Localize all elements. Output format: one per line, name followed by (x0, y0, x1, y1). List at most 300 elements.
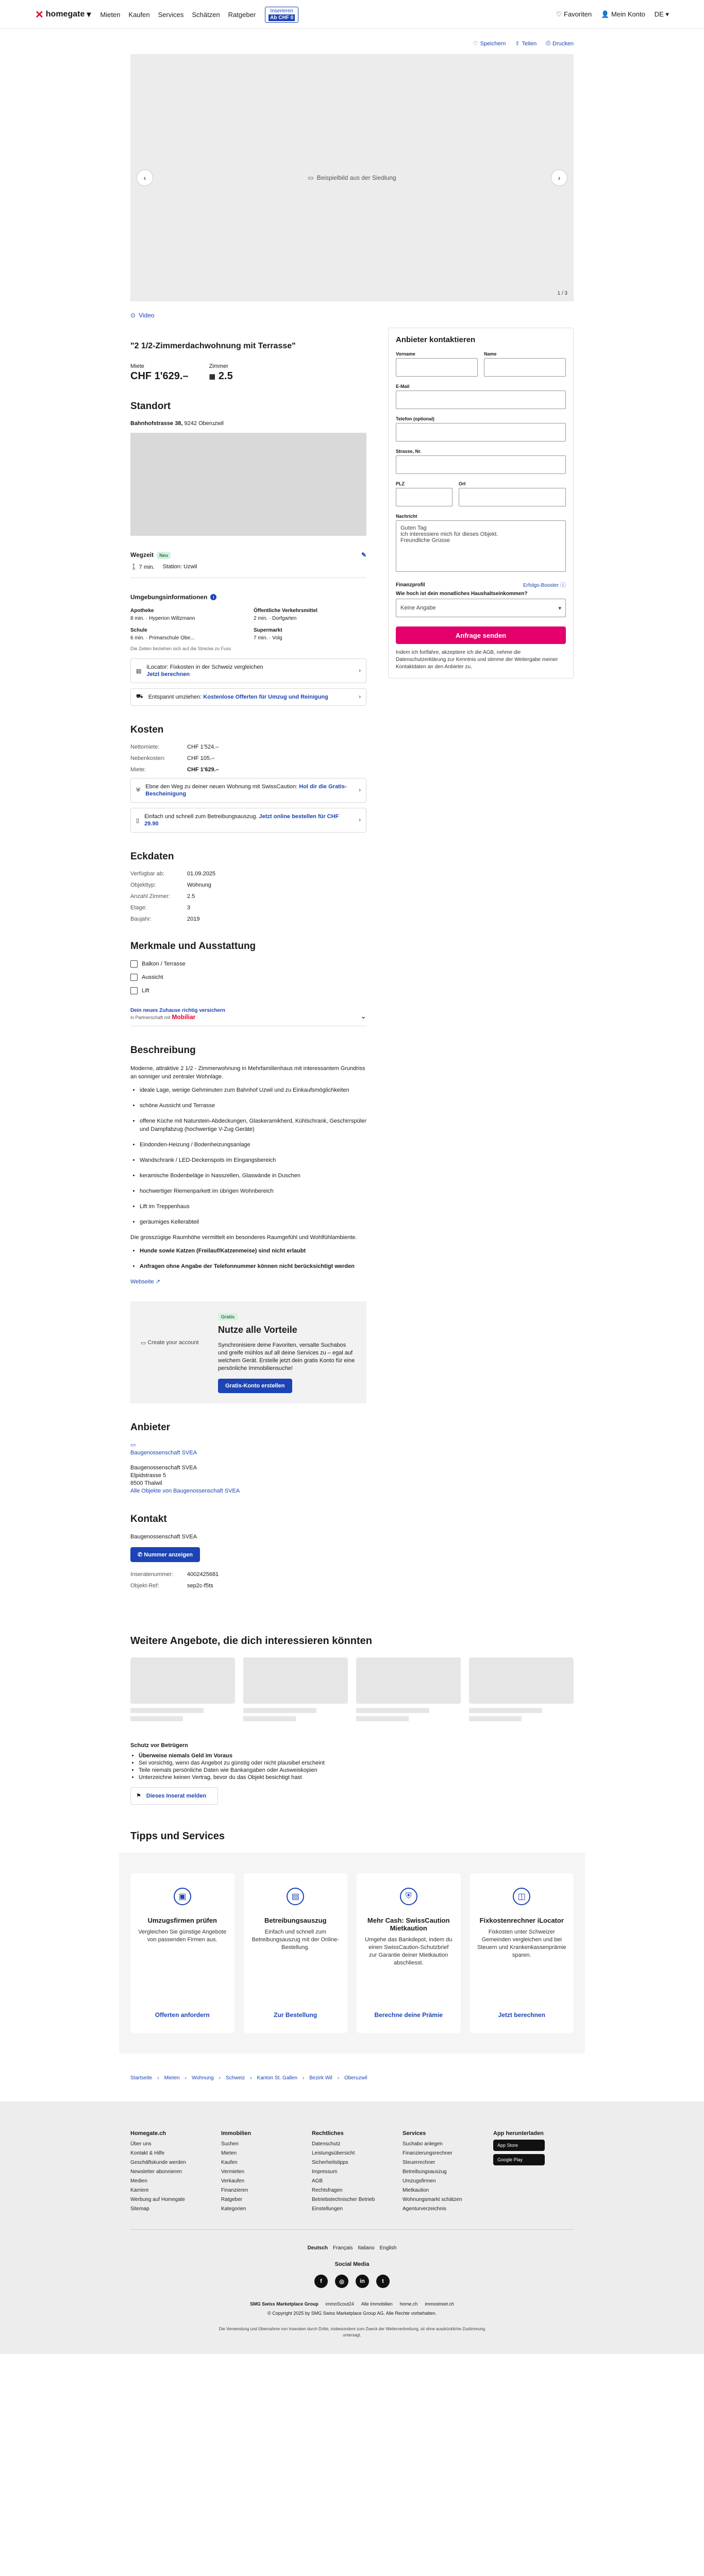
detail-value: 2.5 (187, 893, 195, 900)
footer-partner-link[interactable]: home.ch (399, 2301, 418, 2307)
footer-link[interactable]: Sicherheitstipps (312, 2160, 348, 2165)
commute-time: 🚶 7 min. (130, 564, 155, 570)
site-header (0, 0, 704, 29)
features-heading: Merkmale und Ausstattung (130, 941, 256, 952)
costs-heading: Kosten (130, 724, 164, 735)
image-gallery[interactable] (130, 54, 574, 301)
commute-station: Station: Uzwil (162, 564, 197, 570)
ad-number: 4002425681 (187, 1571, 219, 1578)
gallery-alt-text: Beispielbild aus der Siedlung (316, 174, 396, 181)
flag-icon: ⚑ (136, 1793, 141, 1799)
description-bullet: • ideale Lage, wenige Gehminuten zum Bahnhof Uzwil und zu Einkaufsmöglichkeiten (140, 1086, 366, 1094)
rent-value: CHF 1'629.– (130, 370, 189, 382)
provider-street: Elpidstrasse 5 (130, 1472, 166, 1479)
env-label: Apotheke (130, 608, 154, 614)
insurance-link[interactable]: Dein neues Zuhause richtig versichern (130, 1008, 225, 1013)
document-icon: ▯ (136, 817, 140, 824)
broken-image-icon: ▭ (308, 174, 314, 181)
footer-column (221, 2130, 301, 2214)
view-icon (130, 974, 138, 981)
show-number-label: Nummer anzeigen (144, 1552, 193, 1558)
cost-value: CHF 1'629.– (187, 767, 219, 773)
breadcrumb-item[interactable]: Startseite (130, 2075, 153, 2081)
contact-form (388, 328, 574, 679)
appstore-badge[interactable]: App Store (493, 2140, 545, 2151)
reference-table (130, 1571, 366, 1589)
env-item (254, 628, 366, 641)
rooms-label: Zimmer (209, 363, 228, 369)
breadcrumb-item[interactable]: Oberuzwil (344, 2075, 367, 2081)
tip-text: Einfach und schnell zum Betreibungsauszug mit der Online-Bestellung. (252, 1929, 339, 1951)
detail-key: Etage: (130, 905, 147, 911)
cost-value: CHF 105.– (187, 755, 215, 761)
income-selected: Keine Angabe (400, 605, 436, 611)
footer-link[interactable]: Suchen (221, 2141, 239, 2147)
scam-tip: • Überweise niemals Geld im Voraus (139, 1752, 366, 1759)
ilocator-card[interactable] (130, 658, 366, 683)
contact-name: Baugenossenschaft SVEA (130, 1534, 197, 1540)
truck-icon: ⛟ (136, 693, 143, 700)
tip-card (130, 1873, 234, 2033)
listing-actions (130, 29, 574, 54)
footer-link[interactable]: Sitemap (130, 2206, 149, 2212)
costs-table (130, 744, 366, 773)
favorites-label: Favoriten (564, 10, 592, 18)
scam-protection (130, 1742, 366, 1805)
language-option[interactable]: English (379, 2245, 397, 2251)
footer-link[interactable]: Betriebstechnischer Betrieb (312, 2197, 375, 2202)
chevron-down-icon: ▾ (558, 605, 561, 612)
description-intro: Moderne, attraktive 2 1/2 - Zimmerwohnung in Mehrfamilienhaus mit interessantem Grundriss an sonniger und zentraler Wohnlage. (130, 1065, 365, 1080)
create-account-button[interactable]: Gratis-Konto erstellen (218, 1379, 292, 1393)
footer-link[interactable]: Steuerrechner (403, 2160, 435, 2165)
gallery-prev-button[interactable]: ‹ (137, 170, 153, 186)
footer-link[interactable]: Betreibungsauszug (403, 2169, 447, 2175)
printer-icon: ⎙ (546, 40, 551, 46)
heart-icon: ♡ (473, 41, 478, 47)
footer-link[interactable]: Kaufen (221, 2160, 238, 2165)
debt-extract-card[interactable] (130, 808, 366, 833)
tip-link[interactable]: Jetzt berechnen (498, 2011, 545, 2019)
footer-link[interactable]: Suchabo anlegen (403, 2141, 443, 2147)
moving-card[interactable] (130, 688, 366, 706)
rooms-value: 2.5 (218, 370, 233, 382)
message-textarea[interactable] (396, 520, 566, 572)
partner-text: in Partnerschaft mit (130, 1015, 171, 1020)
offer-placeholder[interactable] (243, 1657, 348, 1724)
gallery-counter: 1 / 3 (557, 291, 567, 296)
city-input[interactable] (459, 488, 566, 506)
address-street: Bahnhofstrasse 38, (130, 420, 183, 427)
nav-kaufen[interactable]: Kaufen (128, 10, 150, 19)
breadcrumb-item[interactable]: Kanton St. Gallen (257, 2075, 297, 2081)
gallery-next-button[interactable]: › (551, 170, 567, 186)
report-label: Dieses Inserat melden (146, 1793, 207, 1799)
social-icon[interactable]: in (356, 2275, 369, 2288)
cta-text: Synchronisiere deine Favoriten, versalte Suchabos und greife mühlos auf all deine Services zu – egal auf welchem Gerät. Erstelle jetzt dein gratis Konto für eine persönliche Immobiliensuche! (218, 1342, 355, 1371)
breadcrumb-item[interactable]: Mieten (164, 2075, 180, 2081)
firstname-label: Vorname (396, 351, 415, 357)
tip-title: Umzugsfirmen prüfen (147, 1917, 217, 1924)
footer-column (493, 2130, 574, 2214)
language-label: DE (654, 10, 664, 18)
footer-link[interactable]: Einstellungen (312, 2206, 343, 2212)
card-text: Einfach und schnell zum Betreibungsauszug. (144, 814, 258, 820)
provider-block (130, 1442, 366, 1495)
street-input[interactable] (396, 455, 566, 474)
tip-link[interactable]: Zur Bestellung (274, 2011, 317, 2019)
env-item (254, 608, 366, 621)
footer-link[interactable]: Newsletter abonnieren (130, 2169, 182, 2175)
gallery-image (308, 174, 396, 181)
detail-key: Verfügbar ab: (130, 871, 165, 877)
message-label: Nachricht (396, 514, 417, 519)
provider-city: 8500 Thalwil (130, 1480, 162, 1486)
env-value: 8 min. · Hyperion Wiltzmann (130, 616, 195, 621)
chevron-right-icon: › (359, 668, 361, 674)
environment-note: Die Zeiten beziehen sich auf die Strecke zu Fuss (130, 646, 231, 651)
footer-link[interactable]: Agenturverzeichnis (403, 2206, 447, 2212)
location-map[interactable] (130, 433, 366, 536)
tip-text: Vergleichen Sie günstige Angebote von passenden Firmen aus. (138, 1929, 227, 1943)
footer-column (130, 2130, 211, 2214)
footer-link[interactable]: Leistungsübersicht (312, 2150, 355, 2156)
account-cta-image (141, 1312, 203, 1374)
feature-item (130, 960, 366, 968)
card-link[interactable]: Jetzt online bestellen für CHF 29.90 (144, 814, 339, 827)
contact-heading: Kontakt (130, 1514, 167, 1524)
social-icons (0, 2275, 704, 2288)
logo-text: homegate (45, 10, 85, 19)
environment-grid (130, 608, 366, 641)
feature-item (130, 987, 366, 994)
footer-links (0, 2301, 704, 2307)
tip-card (244, 1873, 348, 2033)
zip-label: PLZ (396, 481, 405, 486)
description-bullet: • Wandschrank / LED-Deckenspots im Eingangsbereich (140, 1156, 366, 1164)
breadcrumb-item[interactable]: Wohnung (191, 2075, 214, 2081)
info-icon[interactable]: i (210, 594, 216, 600)
description-bullet: • Eindonden-Heizung / Bodenheizungsanlage (140, 1141, 366, 1149)
social-heading: Social Media (334, 2261, 370, 2267)
offer-placeholder[interactable] (356, 1657, 461, 1724)
description-bullet: • Lift im Treppenhaus (140, 1202, 366, 1211)
footer-partner-link[interactable]: immoScout24 (325, 2301, 354, 2307)
advertise-label: Inserieren (270, 8, 293, 14)
description-bold-bullet: • Hunde sowie Katzen (Freilauf/Katzenmeise) sind nicht erlaubt (140, 1247, 366, 1255)
language-option[interactable]: Français (333, 2245, 353, 2251)
card-text: Ebne den Weg zu deiner neuen Wohnung mit SwissCaution: (145, 784, 298, 790)
footer-column (403, 2130, 483, 2214)
language-selector[interactable]: DE ▾ (654, 10, 669, 18)
location-heading: Standort (130, 401, 171, 412)
phone-input[interactable] (396, 423, 566, 442)
site-footer (0, 2102, 704, 2354)
shield-icon: ⛨ (136, 787, 141, 793)
tip-title: Mehr Cash: SwissCaution Mietkaution (367, 1917, 450, 1932)
tip-card (357, 1873, 461, 2033)
share-icon: ⇪ (515, 41, 520, 47)
video-link[interactable] (130, 312, 574, 319)
footer-link[interactable]: Impressum (312, 2169, 338, 2175)
footer-link[interactable]: Geschäftskunde werden (130, 2160, 186, 2165)
new-badge: Neu (157, 552, 171, 559)
footer-link[interactable]: Vermieten (221, 2169, 245, 2175)
listing-main (130, 329, 366, 1594)
footer-link[interactable]: Finanzierungsrechner (403, 2150, 452, 2156)
print-label: Drucken (552, 40, 574, 47)
edit-pencil-icon[interactable]: ✎ (361, 551, 366, 558)
website-link[interactable] (130, 1279, 160, 1285)
cta-title: Nutze alle Vorteile (218, 1325, 297, 1335)
video-label: Video (139, 312, 155, 319)
description-body (130, 1064, 366, 1286)
address-city: 9242 Oberuzwil (184, 420, 224, 427)
description-bullet: • geräumiges Kellerabteil (140, 1218, 366, 1226)
advertise-button[interactable] (265, 7, 298, 23)
feature-label: Lift (142, 988, 149, 994)
print-button[interactable] (546, 40, 574, 47)
breadcrumb: Startseite › Mieten › Wohnung › Schweiz › Kanton St. Gallen › Bezirk Wil › Oberuzwil (130, 2075, 367, 2081)
account-cta (130, 1301, 366, 1403)
share-button[interactable] (515, 40, 537, 47)
details-heading: Eckdaten (130, 851, 174, 862)
tip-text: Umgehe das Bankdepot, indem du einen SwissCaution-Schutzbrief zur Garantie deiner Mietkaution abschliesst. (365, 1937, 452, 1966)
document-icon: ▤ (287, 1888, 304, 1905)
footer-link[interactable]: Umzugsfirmen (403, 2178, 436, 2184)
footer-column-title: Homegate.ch (130, 2130, 166, 2137)
show-number-button[interactable]: ✆ Nummer anzeigen (130, 1547, 200, 1562)
lastname-label: Name (484, 351, 497, 357)
share-label: Teilen (522, 40, 537, 47)
provider-logo-alt: Baugenossenschaft SVEA (130, 1450, 197, 1456)
card-link[interactable]: Jetzt berechnen (146, 671, 190, 677)
tip-link[interactable]: Berechne deine Prämie (374, 2011, 443, 2019)
more-offers-list (130, 1657, 574, 1724)
provider-logo[interactable] (130, 1442, 366, 1457)
report-listing-button[interactable] (130, 1787, 218, 1805)
box-icon: ▣ (174, 1888, 191, 1905)
rooms-icon: ▦ (209, 372, 215, 380)
lastname-input[interactable] (484, 358, 566, 377)
send-inquiry-button[interactable]: Anfrage senden (396, 626, 566, 644)
nav-mieten[interactable]: Mieten (100, 10, 121, 19)
card-text: Entspannt umziehen: (148, 694, 202, 700)
play-icon: ⊙ (130, 312, 136, 319)
scam-tip: • Unterzeichne keinen Vertrag, bevor du das Objekt besichtigt hast (139, 1774, 366, 1781)
env-label: Supermarkt (254, 628, 282, 633)
scam-heading: Schutz vor Betrügern (130, 1742, 188, 1749)
language-option[interactable]: Deutsch (307, 2245, 328, 2251)
footer-link[interactable]: Datenschutz (312, 2141, 341, 2147)
nav-ratgeber[interactable]: Ratgeber (228, 10, 256, 19)
chevron-down-icon: ▾ (87, 10, 91, 19)
cost-key: Nettomiete: (130, 744, 160, 750)
advertise-price: Ab CHF 0 (269, 14, 295, 21)
save-button[interactable] (473, 40, 506, 47)
footer-link[interactable]: Rechtsfragen (312, 2188, 343, 2193)
shield-icon: ⛨ (400, 1888, 417, 1905)
homegate-logo[interactable] (35, 8, 91, 21)
swisscaution-card[interactable] (130, 778, 366, 803)
tips-grid (119, 1853, 585, 2054)
footer-column-title: Rechtliches (312, 2130, 344, 2137)
offer-placeholder[interactable] (469, 1657, 574, 1724)
form-legal-text: Indem ich fortfahre, akzeptiere ich die AGB, nehme die Datenschutzerklärung zur Kenntnis und stimme der Weitergabe meiner Kontaktdaten an den Anbieter zu. (396, 650, 558, 670)
breadcrumb-item[interactable]: Bezirk Wil (309, 2075, 332, 2081)
zip-input[interactable] (396, 488, 452, 506)
website-label: Webseite (130, 1279, 154, 1285)
footer-link[interactable]: AGB (312, 2178, 323, 2184)
account-label: Mein Konto (611, 10, 645, 18)
rent-label: Miete (130, 363, 144, 369)
footer-link[interactable]: Karriere (130, 2188, 149, 2193)
external-link-icon: ↗ (155, 1279, 160, 1285)
tip-title: Betreibungsauszug (264, 1917, 327, 1924)
footer-link[interactable]: Kategorien (221, 2206, 246, 2212)
footer-partner-link[interactable]: SMG Swiss Marketplace Group (250, 2301, 319, 2307)
detail-value: 01.09.2025 (187, 871, 216, 877)
ad-number-label: Inseratenummer: (130, 1571, 174, 1578)
feature-label: Aussicht (142, 974, 163, 980)
nav-schaetzen[interactable]: Schätzen (192, 10, 220, 19)
balcony-icon (130, 960, 138, 968)
object-ref: sep2c-f5ts (187, 1583, 213, 1589)
object-ref-label: Objekt-Ref: (130, 1583, 159, 1589)
card-link[interactable]: Hol dir die Gratis-Bescheinigung (145, 784, 347, 797)
broken-image-icon: ▭ (130, 1442, 136, 1448)
success-booster-link[interactable]: Erfolgs-Booster (523, 583, 559, 588)
tip-link[interactable]: Offerten anfordern (155, 2011, 210, 2019)
email-label: E-Mail (396, 384, 410, 389)
provider-all-listings-link[interactable]: Alle Objekte von Baugenossenschaft SVEA (130, 1488, 240, 1494)
description-bullet: • hochwertiger Riemenparkett im übrigen Wohnbereich (140, 1187, 366, 1195)
contact-form-title: Anbieter kontaktieren (396, 335, 476, 344)
provider-heading: Anbieter (130, 1422, 171, 1433)
save-label: Speichern (480, 40, 506, 47)
description-bold-bullet: • Anfragen ohne Angabe der Telefonnummer können nicht berücksichtigt werden (140, 1262, 366, 1270)
logo-x-icon: ✕ (35, 9, 44, 21)
language-switcher (130, 2229, 574, 2251)
phone-label: Telefon (optional) (396, 416, 434, 421)
env-label: Öffentliche Verkehrsmittel (254, 608, 317, 614)
playstore-badge[interactable]: Google Play (493, 2154, 545, 2165)
finance-profile-label: Finanzprofil (396, 582, 425, 588)
main-nav (100, 11, 256, 19)
favorites-link[interactable]: ♡ Favoriten (556, 10, 592, 18)
map-icon: ◫ (513, 1888, 530, 1905)
env-value: 7 min. · Volg (254, 635, 282, 641)
footer-link[interactable]: Über uns (130, 2141, 152, 2147)
account-link[interactable]: 👤 Mein Konto (601, 10, 645, 18)
detail-key: Baujahr: (130, 916, 152, 922)
footer-partner-link[interactable]: immostreet.ch (425, 2301, 454, 2307)
info-icon[interactable]: ⓘ (560, 582, 566, 588)
elevator-icon (130, 987, 138, 994)
footer-column-title: Immobilien (221, 2130, 252, 2137)
commute-title: Wegzeit (130, 551, 154, 558)
social-icon[interactable]: f (314, 2275, 328, 2288)
environment-title: Umgebungsinformationen (130, 594, 208, 601)
email-input[interactable] (396, 391, 566, 409)
detail-value: 2019 (187, 916, 200, 922)
description-middle: Die grosszügige Raumhöhe vermittelt ein besonderes Raumgefühl und Wohlfühlambiente. (130, 1234, 357, 1241)
env-value: 2 min. · Dorfgarten (254, 616, 297, 621)
offer-placeholder[interactable] (130, 1657, 235, 1724)
footer-partner-link[interactable]: Alle Immobilien (361, 2301, 393, 2307)
env-item (130, 628, 243, 641)
chevron-right-icon: › (359, 694, 361, 700)
feature-label: Balkon / Terrasse (142, 961, 186, 967)
footer-link[interactable]: Finanzieren (221, 2188, 248, 2193)
street-label: Strasse, Nr. (396, 449, 422, 454)
footer-column-title: App herunterladen (493, 2130, 544, 2137)
footer-link[interactable]: Werbung auf Homegate (130, 2197, 185, 2202)
detail-value: Wohnung (187, 882, 211, 888)
feature-item (130, 974, 366, 981)
language-option[interactable]: Italiano (358, 2245, 375, 2251)
mobiliar-logo: Mobiliar (172, 1013, 196, 1021)
env-label: Schule (130, 628, 147, 633)
nav-services[interactable]: Services (158, 10, 184, 19)
cost-key: Nebenkosten: (130, 755, 165, 761)
provider-name: Baugenossenschaft SVEA (130, 1465, 197, 1471)
broken-image-icon: ▭ (141, 1340, 146, 1346)
detail-value: 3 (187, 905, 191, 911)
details-table (130, 871, 366, 922)
footer-column-title: Services (403, 2130, 426, 2137)
description-bullet: • keramische Bodenbeläge in Nasszellen, Glaswände in Duschen (140, 1172, 366, 1180)
footer-column (312, 2130, 392, 2214)
cta-img-alt: Create your account (147, 1340, 199, 1346)
footer-link[interactable]: Wohnungsmarkt schätzen (403, 2197, 462, 2202)
footer-link[interactable]: Mieten (221, 2150, 237, 2156)
tip-card (470, 1873, 574, 2033)
chevron-down-icon: ⌄ (360, 1012, 366, 1020)
footer-link[interactable]: Medien (130, 2178, 147, 2184)
free-tag: Gratis (218, 1313, 238, 1320)
insurance-promo[interactable] (130, 1001, 366, 1026)
income-select[interactable] (396, 599, 566, 617)
detail-key: Objekttyp: (130, 882, 156, 888)
cost-value: CHF 1'524.– (187, 744, 219, 750)
tips-heading: Tipps und Services (130, 1831, 225, 1842)
card-text: iLocator: Fixkosten in der Schweiz vergleichen (146, 664, 263, 670)
chevron-right-icon: › (359, 817, 361, 823)
social-icon[interactable]: t (376, 2275, 390, 2288)
footer-link[interactable]: Kontakt & Hilfe (130, 2150, 165, 2156)
tip-text: Fixkosten unter Schweizer Gemeinden vergleichen und bei Steuern und Krankenkassenprämie sparen. (477, 1929, 566, 1958)
description-heading: Beschreibung (130, 1045, 196, 1056)
income-question: Wie hoch ist dein monatliches Haushaltseinkommen? (396, 591, 528, 597)
card-link[interactable]: Kostenlose Offerten für Umzug und Reinigung (203, 694, 328, 700)
tip-title: Fixkostenrechner iLocator (479, 1917, 564, 1924)
footer-link[interactable]: Mietkaution (403, 2188, 429, 2193)
listing-title: "2 1/2-Zimmerdachwohnung mit Terrasse" (130, 342, 296, 350)
scam-tip: • Teile niemals persönliche Daten wie Bankangaben oder Ausweiskopien (139, 1767, 366, 1774)
footer-link[interactable]: Ratgeber (221, 2197, 243, 2202)
city-label: Ort (459, 481, 466, 486)
cost-key: Miete: (130, 767, 146, 773)
fineprint: Die Verwendung und Übernahme von Inseraten durch Dritte, insbesondere zum Zweck der Weiterverbreitung, ist ohne ausdrückliche Zustimmung untersagt. (219, 2327, 485, 2337)
firstname-input[interactable] (396, 358, 478, 377)
env-item (130, 608, 243, 621)
commute-time-value: 7 min. (139, 564, 155, 570)
footer-link[interactable]: Verkaufen (221, 2178, 245, 2184)
chevron-right-icon: › (359, 787, 361, 793)
social-icon[interactable]: ◎ (335, 2275, 348, 2288)
breadcrumb-item[interactable]: Schweiz (225, 2075, 245, 2081)
